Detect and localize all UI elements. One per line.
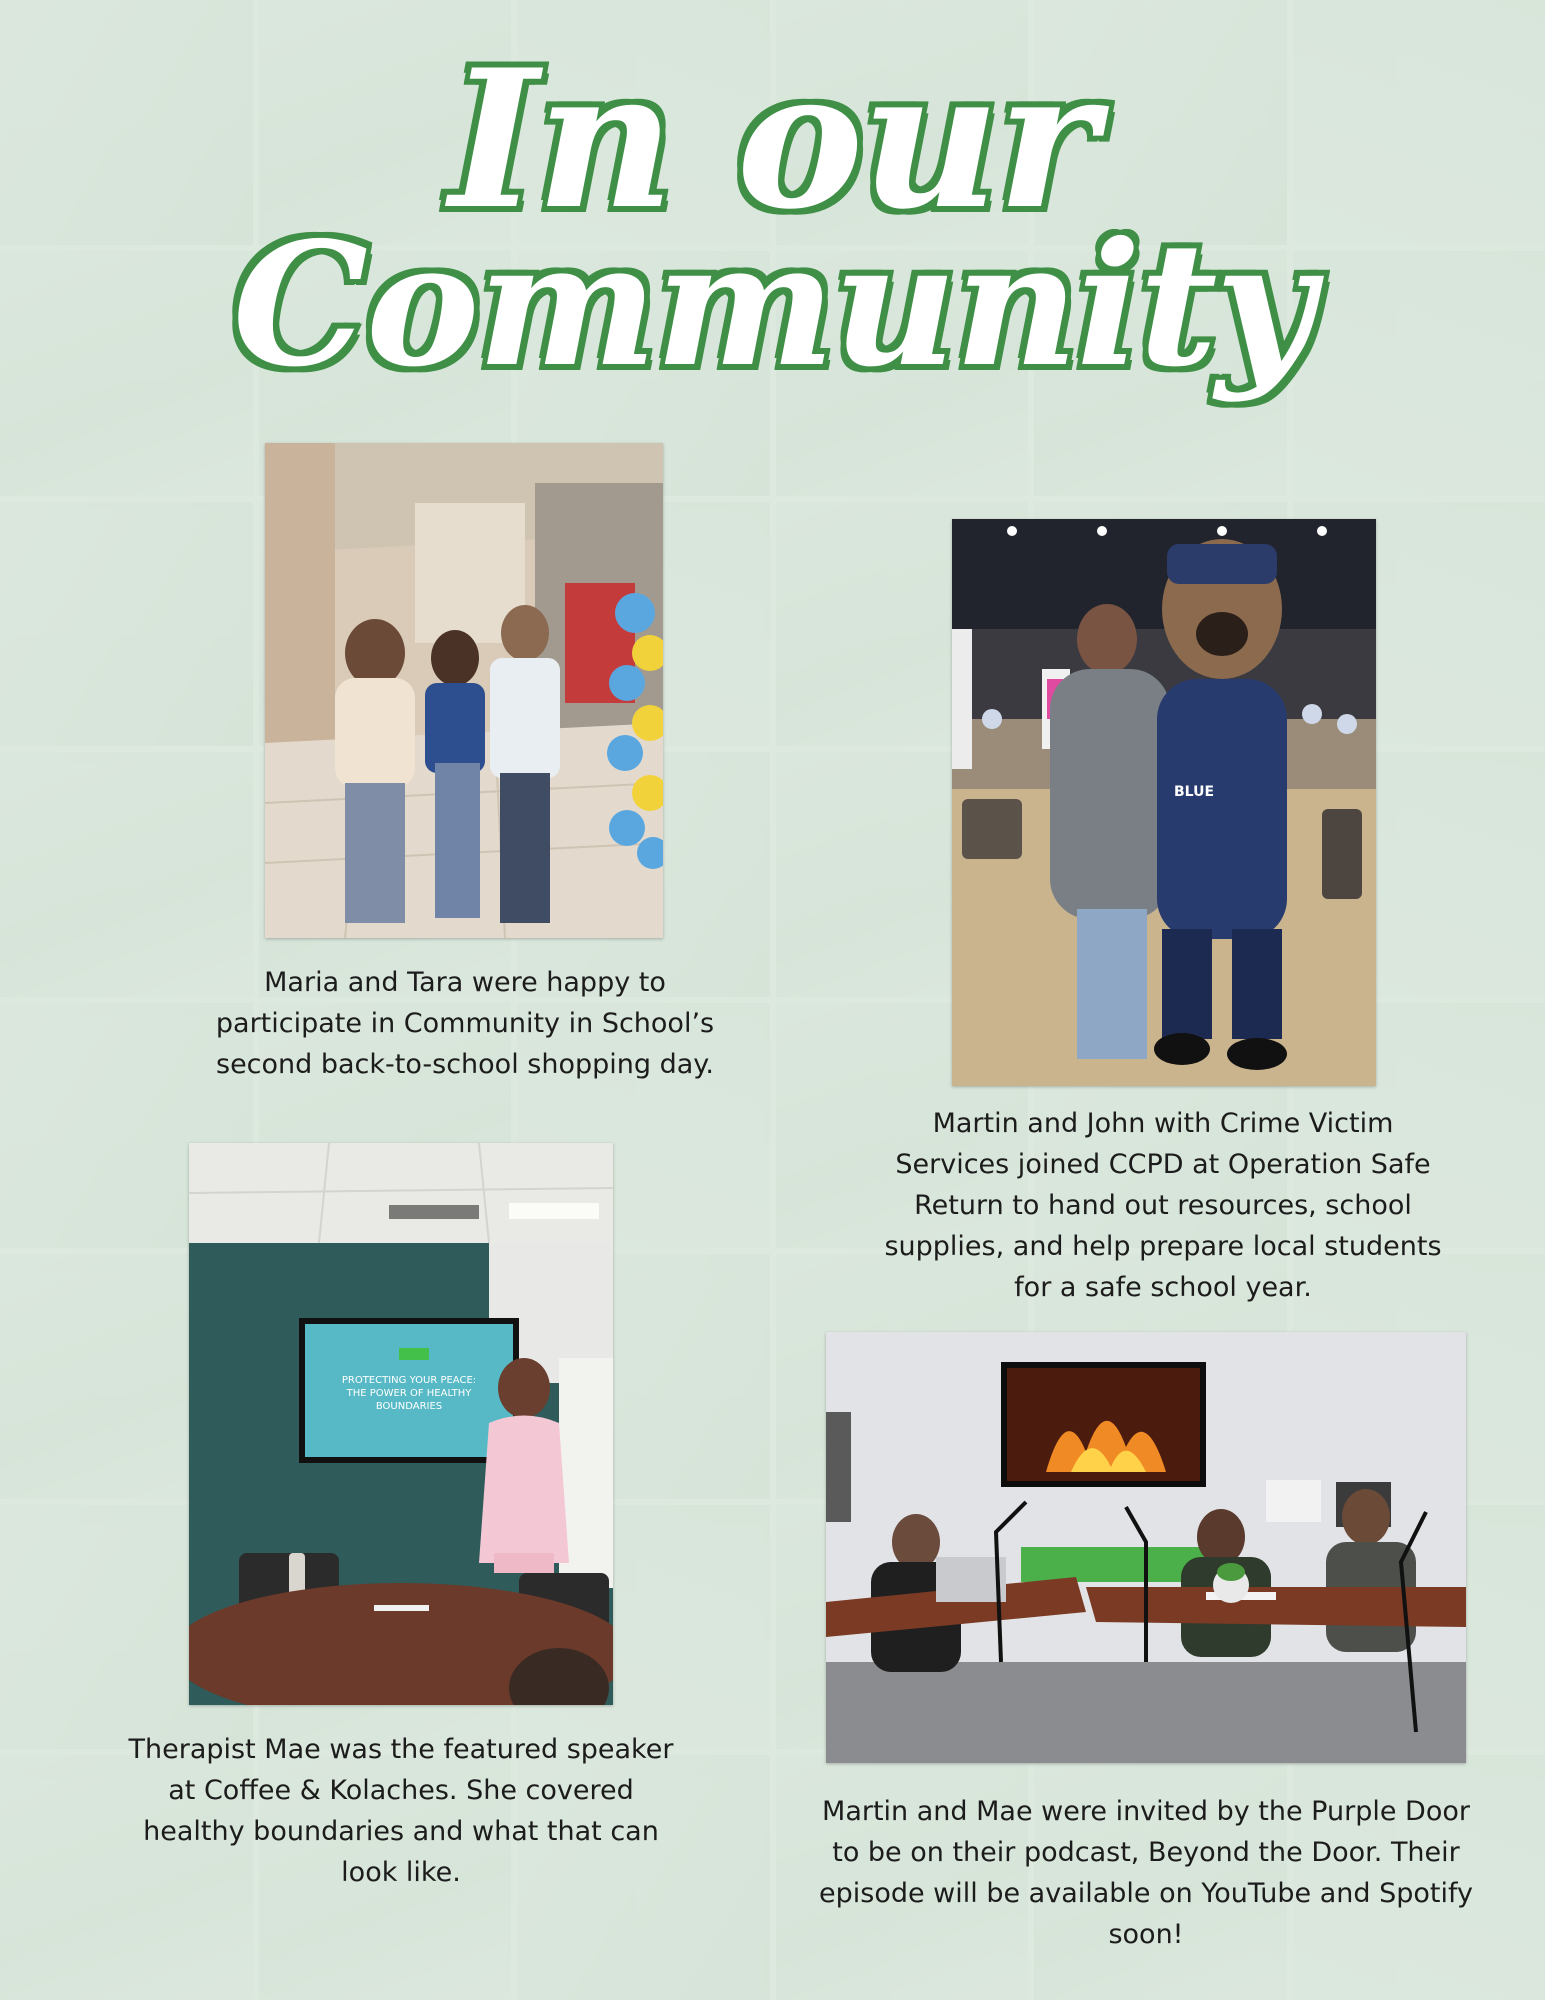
tv-slide-text-line: THE POWER OF HEALTHY <box>346 1388 472 1399</box>
mascot-badge-text: BLUE <box>1174 784 1215 800</box>
title-line-2: Community <box>232 205 1313 405</box>
photo-operation-safe-return <box>952 519 1376 1086</box>
caption-shopping-day: Maria and Tara were happy to participate in Community in School’s second back-to-school shopping day. <box>215 967 715 1080</box>
title-line-1: In our <box>449 28 1096 251</box>
caption-podcast: Martin and Mae were invited by the Purple Door to be on their podcast, Beyond the Door. Their episode will be available on YouTube and Spotify soon! <box>819 1796 1473 1950</box>
caption-coffee-kolaches: Therapist Mae was the featured speaker at Coffee & Kolaches. She covered healthy boundaries and what that can look like. <box>128 1734 674 1888</box>
caption-operation-safe-return: Martin and John with Crime Victim Services joined CCPD at Operation Safe Return to hand out resources, school supplies, and help prepare local students for a safe school year. <box>884 1108 1442 1303</box>
tv-slide-text-line: PROTECTING YOUR PEACE: <box>341 1375 477 1386</box>
photo-podcast <box>826 1332 1466 1763</box>
photo-coffee-kolaches <box>189 1143 613 1705</box>
tv-slide-text-line: BOUNDARIES <box>375 1401 443 1412</box>
photo-shopping-day <box>265 443 663 938</box>
